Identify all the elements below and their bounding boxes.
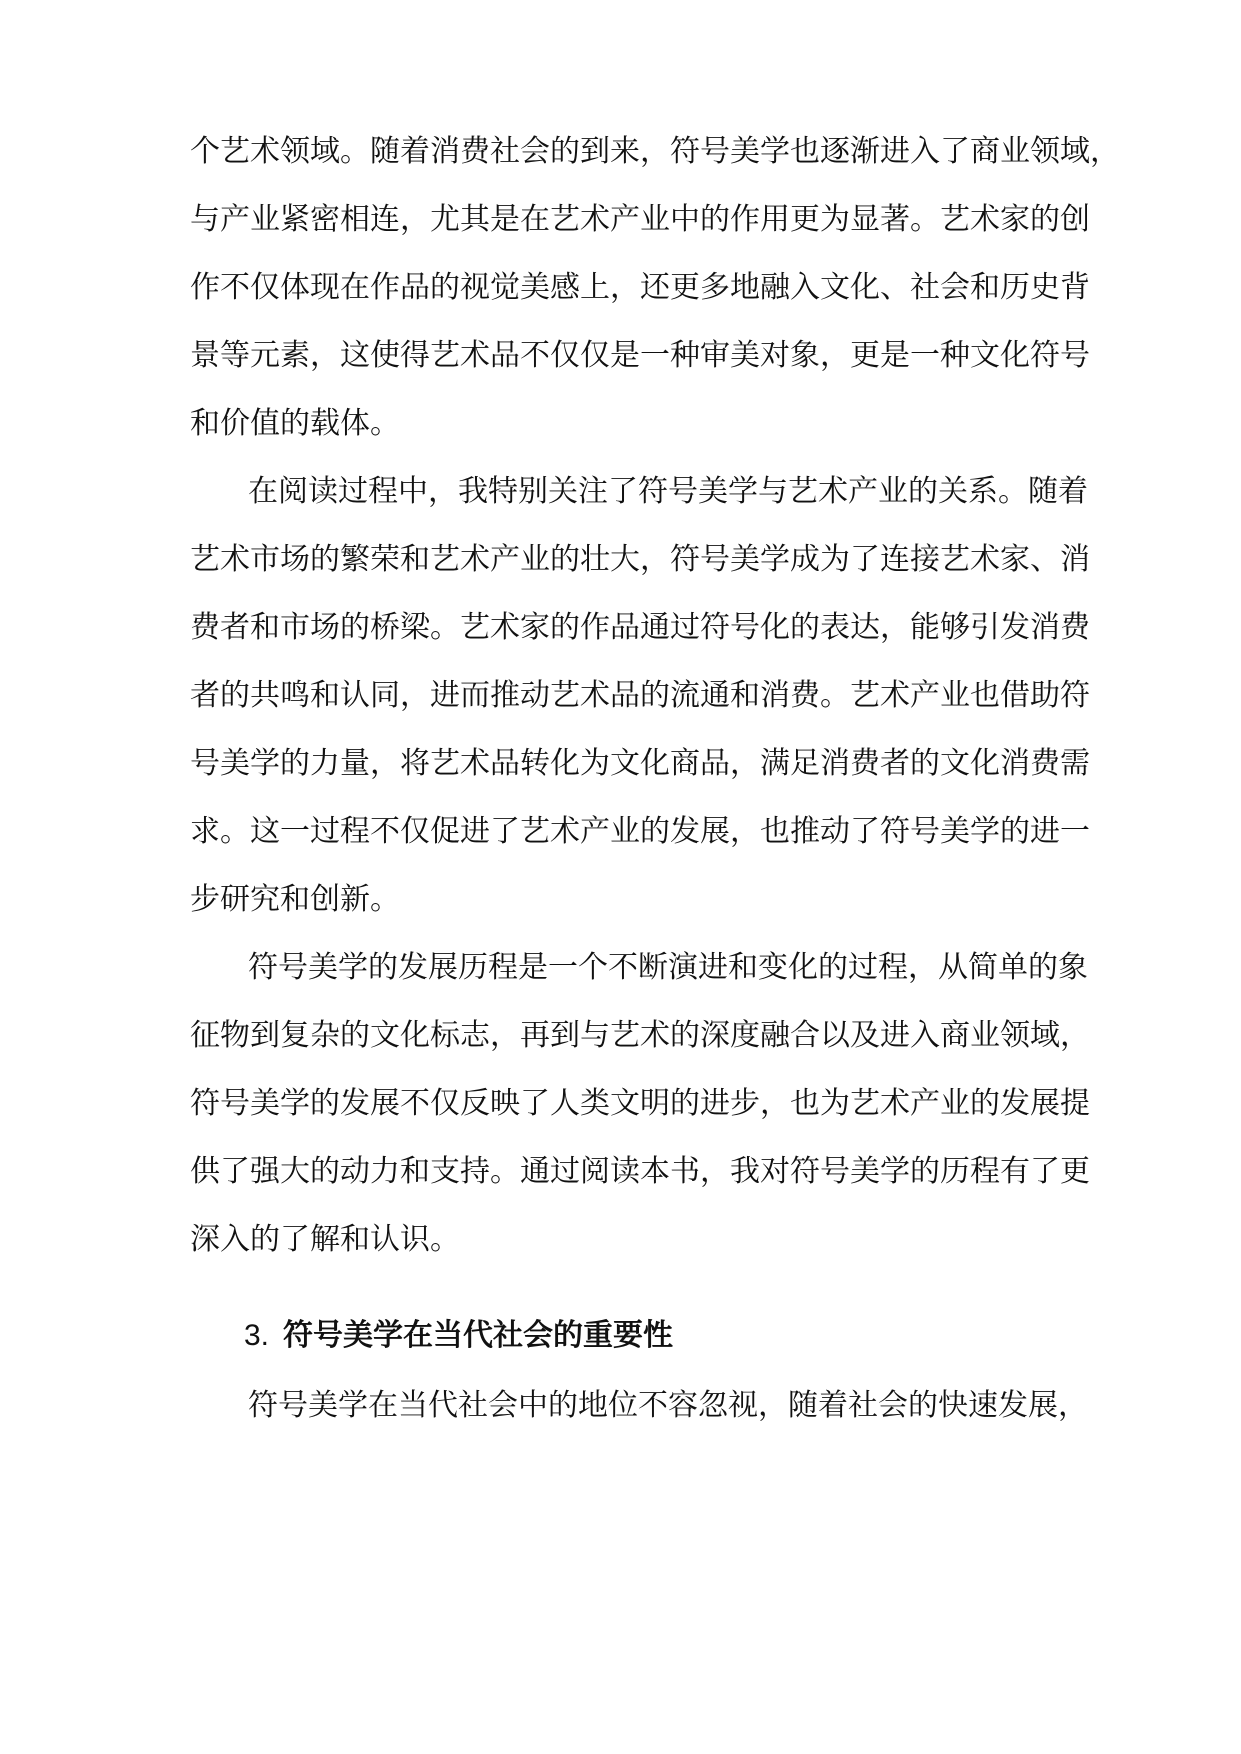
paragraph-2-line-5: 号美学的力量，将艺术品转化为文化商品，满足消费者的文化消费需 <box>190 746 1090 781</box>
paragraph-1-line-5: 和价值的载体。 <box>190 406 400 441</box>
paragraph-3-line-2: 征物到复杂的文化标志，再到与艺术的深度融合以及进入商业领域， <box>190 1018 1090 1053</box>
paragraph-3-line-3: 符号美学的发展不仅反映了人类文明的进步，也为艺术产业的发展提 <box>190 1086 1090 1121</box>
section-heading <box>244 1316 673 1356</box>
paragraph-1-line-4: 景等元素，这使得艺术品不仅仅是一种审美对象，更是一种文化符号 <box>190 338 1090 373</box>
paragraph-2-line-7: 步研究和创新。 <box>190 882 400 917</box>
paragraph-1-line-2: 与产业紧密相连，尤其是在艺术产业中的作用更为显著。艺术家的创 <box>190 202 1090 237</box>
paragraph-1-line-1: 个艺术领域。随着消费社会的到来，符号美学也逐渐进入了商业领域， <box>190 134 1120 169</box>
paragraph-3-line-4: 供了强大的动力和支持。通过阅读本书，我对符号美学的历程有了更 <box>190 1154 1090 1189</box>
paragraph-2-line-3: 费者和市场的桥梁。艺术家的作品通过符号化的表达，能够引发消费 <box>190 610 1090 645</box>
paragraph-3-line-5: 深入的了解和认识。 <box>190 1222 460 1257</box>
paragraph-1-line-3: 作不仅体现在作品的视觉美感上，还更多地融入文化、社会和历史背 <box>190 270 1090 305</box>
paragraph-2-line-2: 艺术市场的繁荣和艺术产业的壮大，符号美学成为了连接艺术家、消 <box>190 542 1090 577</box>
paragraph-2-line-4: 者的共鸣和认同，进而推动艺术品的流通和消费。艺术产业也借助符 <box>190 678 1090 713</box>
paragraph-2-line-6: 求。这一过程不仅促进了艺术产业的发展，也推动了符号美学的进一 <box>190 814 1090 849</box>
section-number: 3. <box>244 1319 270 1352</box>
paragraph-4-line-1: 符号美学在当代社会中的地位不容忽视，随着社会的快速发展， <box>248 1388 1088 1423</box>
section-title: 符号美学在当代社会的重要性 <box>283 1318 674 1353</box>
paragraph-3-line-1: 符号美学的发展历程是一个不断演进和变化的过程，从简单的象 <box>248 950 1088 985</box>
paragraph-2-line-1: 在阅读过程中，我特别关注了符号美学与艺术产业的关系。随着 <box>248 474 1088 509</box>
